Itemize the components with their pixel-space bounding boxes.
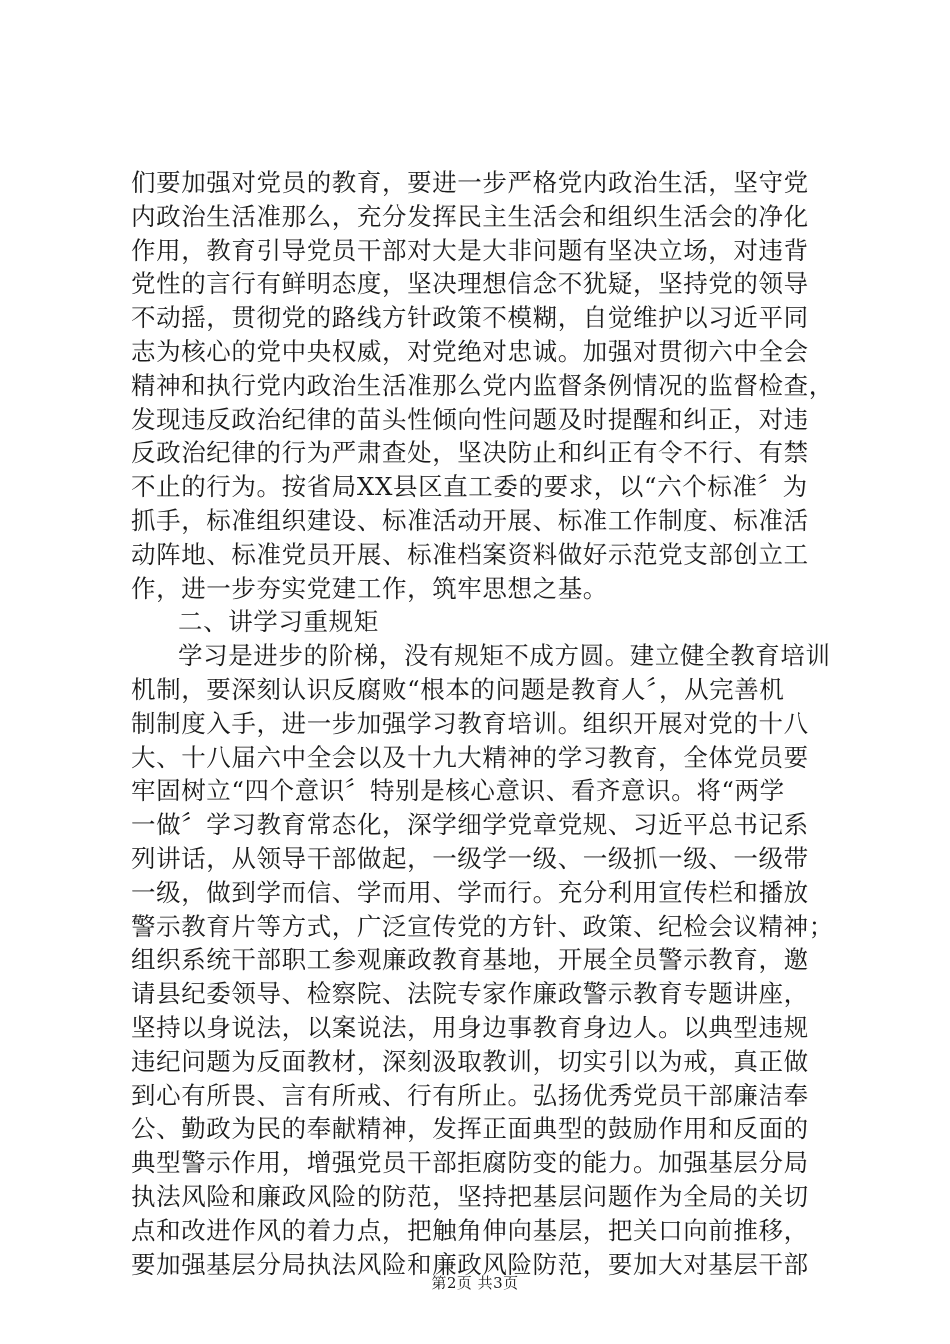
text-line: 牢固树立“四个意识〞特别是核心意识、看齐意识。将“两学 <box>131 776 785 806</box>
text-line: 典型警示作用，增强党员干部拒腐防变的能力。加强基层分局 <box>131 1148 809 1178</box>
text-line: 内政治生活准那么，充分发挥民主生活会和组织生活会的净化 <box>131 201 809 231</box>
text-line: 组织系统干部职工参观廉政教育基地，开展全员警示教育，邀 <box>131 945 809 975</box>
text-line: 反政治纪律的行为严肃查处，坚决防止和纠正有令不行、有禁 <box>131 438 809 468</box>
body-text <box>131 166 834 1281</box>
text-line: 警示教育片等方式，广泛宣传党的方针、政策、纪检会议精神； <box>131 911 834 941</box>
text-line: 不动摇，贯彻党的路线方针政策不模糊，自觉维护以习近平同 <box>131 303 809 333</box>
text-line: 精神和执行党内政治生活准那么党内监督条例情况的监督检查， <box>131 370 834 400</box>
text-line: 动阵地、标准党员开展、标准档案资料做好示范党支部创立工 <box>131 539 809 569</box>
text-line: 学习是进步的阶梯，没有规矩不成方圆。建立健全教育培训 <box>178 641 831 671</box>
text-line: 一级，做到学而信、学而用、学而行。充分利用宣传栏和播放 <box>131 877 809 907</box>
text-line: 一做〞学习教育常态化，深学细学党章党规、习近平总书记系 <box>131 810 809 840</box>
text-line: 要加强基层分局执法风险和廉政风险防范，要加大对基层干部 <box>131 1249 809 1279</box>
text-line: 作，进一步夯实党建工作，筑牢思想之基。 <box>131 573 608 603</box>
text-line: 列讲话，从领导干部做起，一级学一级、一级抓一级、一级带 <box>131 843 809 873</box>
text-line: 违纪问题为反面教材，深刻汲取教训，切实引以为戒，真正做 <box>131 1046 809 1076</box>
text-line: 抓手，标准组织建设、标准活动开展、标准工作制度、标准活 <box>131 505 809 535</box>
text-line: 制制度入手，进一步加强学习教育培训。组织开展对党的十八 <box>131 708 809 738</box>
section-heading: 二、讲学习重规矩 <box>178 607 379 637</box>
text-line: 到心有所畏、言有所戒、行有所止。弘扬优秀党员干部廉洁奉 <box>131 1080 809 1110</box>
text-line: 大、十八届六中全会以及十九大精神的学习教育，全体党员要 <box>131 742 809 772</box>
text-line: 作用，教育引导党员干部对大是大非问题有坚决立场，对违背 <box>131 235 809 265</box>
text-line: 发现违反政治纪律的苗头性倾向性问题及时提醒和纠正，对违 <box>131 404 809 434</box>
text-line: 党性的言行有鲜明态度，坚决理想信念不犹疑，坚持党的领导 <box>131 269 809 299</box>
text-line: 机制，要深刻认识反腐败“根本的问题是教育人〞，从完善机 <box>131 674 785 704</box>
text-line: 们要加强对党员的教育，要进一步严格党内政治生活，坚守党 <box>131 168 809 197</box>
text-line: 不止的行为。按省局XX县区直工委的要求，以“六个标准〞为 <box>131 472 808 502</box>
text-line: 坚持以身说法，以案说法，用身边事教育身边人。以典型违规 <box>131 1012 809 1042</box>
page-number-footer: 第2页 共3页 <box>431 1274 519 1292</box>
text-line: 执法风险和廉政风险的防范，坚持把基层问题作为全局的关切 <box>131 1181 809 1211</box>
text-line: 点和改进作风的着力点，把触角伸向基层，把关口向前推移， <box>131 1215 809 1245</box>
text-line: 公、勤政为民的奉献精神，发挥正面典型的鼓励作用和反面的 <box>131 1114 809 1144</box>
text-line: 请县纪委领导、检察院、法院专家作廉政警示教育专题讲座， <box>131 979 809 1009</box>
text-line: 志为核心的党中央权威，对党绝对忠诚。加强对贯彻六中全会 <box>131 336 809 366</box>
